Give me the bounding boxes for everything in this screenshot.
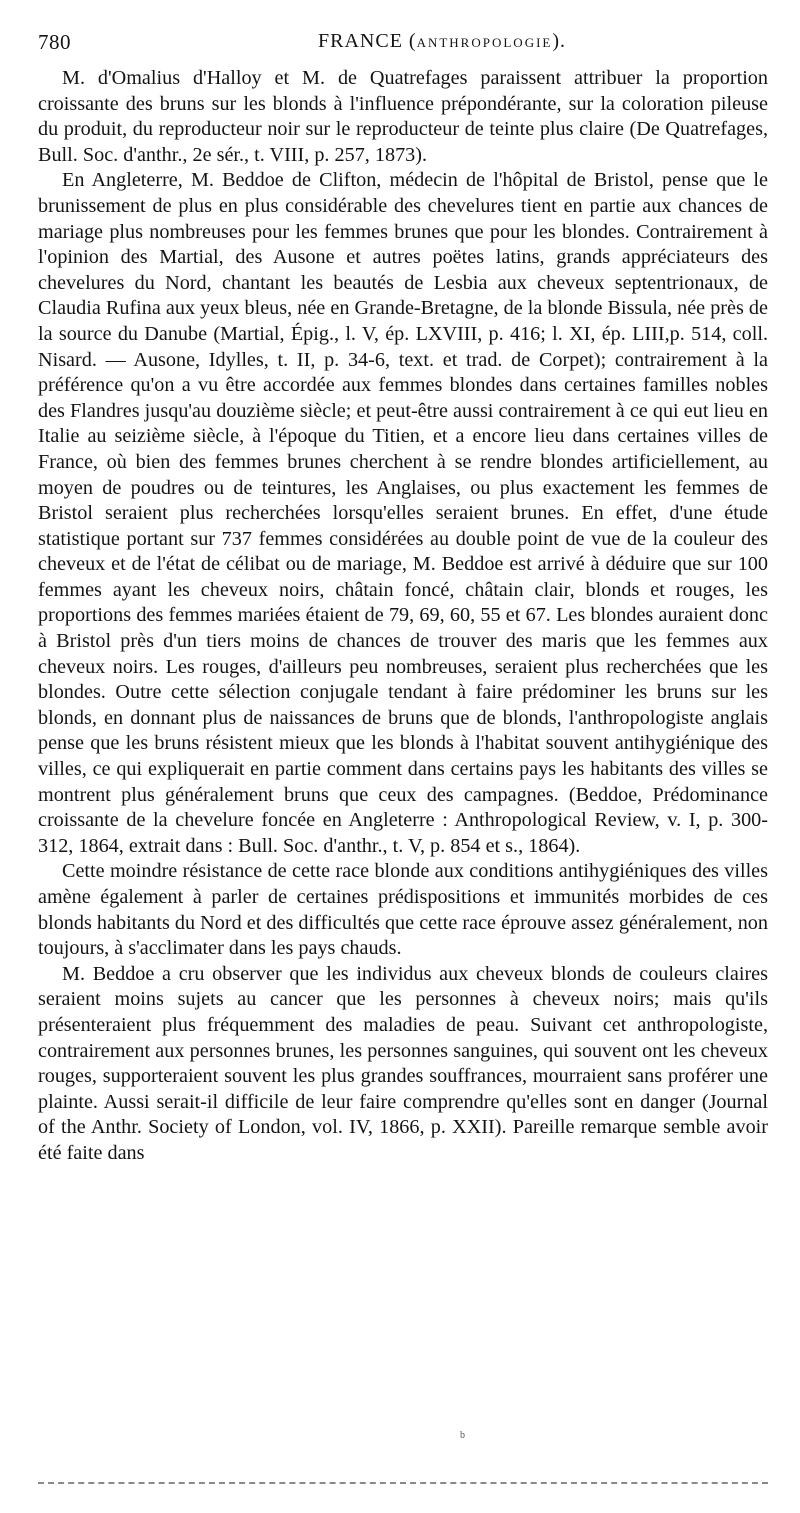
paragraph-4: M. Beddoe a cru observer que les individus aux cheveux blonds de couleurs claires seraient moins sujets au cancer que les personnes à cheveux noirs; mais qu'ils présenteraient plus fréquemment des maladies de peau. Suivant cet anthropologiste, contrairement aux personnes brunes, les personnes sanguines, qui souvent ont les cheveux rouges, supporteraient souvent les plus grandes souffrances, mourraient sans proférer une plainte. Aussi serait-il difficile de leur faire comprendre qu'elles sont en danger (Journal of the Anthr. Society of London, vol. IV, 1866, p. XXII). Pareille remarque semble avoir été faite dans — [38, 962, 768, 1164]
paragraph-1: M. d'Omalius d'Halloy et M. de Quatrefages paraissent attribuer la proportion croissante des bruns sur les blonds à l'influence prépondérante, sur la coloration pileuse du produit, du reproducteur noir sur le reproducteur de teinte plus claire (De Quatrefages, Bull. Soc. d'anthr., 2e sér., t. VIII, p. 257, 1873). — [38, 67, 768, 166]
footer-mark: b — [460, 1430, 465, 1441]
running-title — [318, 30, 566, 53]
running-title-main: FRANCE ( — [318, 30, 417, 52]
paragraph-3: Cette moindre résistance de cette race blonde aux conditions antihygiéniques des villes amène également à parler de certaines prédispositions et immunités morbides de ces blonds habitants du Nord et des difficultés que cette race éprouve assez généralement, non toujours, à s'acclimater dans les pays chauds. — [38, 860, 768, 960]
page-number: 780 — [38, 30, 71, 54]
footer-rule — [38, 1482, 768, 1484]
document-page — [38, 28, 768, 1167]
paragraph-2: En Angleterre, M. Beddoe de Clifton, médecin de l'hôpital de Bristol, pense que le brunissement de plus en plus considérable des chevelures tient en partie aux chances de mariage plus nombreuses pour les femmes brunes que pour les blondes. Contrairement à l'opinion des Martial, des Ausone et autres poëtes latins, grands appréciateurs des chevelures du Nord, chantant les beautés de Lesbia aux cheveux septentrionaux, de Claudia Rufina aux yeux bleus, née en Grande-Bretagne, de la blonde Bissula, née près de la source du Danube (Martial, Épig., l. V, ép. LXVIII, p. 416; l. XI, ép. LIII,p. 514, coll. Nisard. — Ausone, Idylles, t. II, p. 34-6, text. et trad. de Corpet); contrairement à la préférence qu'on a vu être accordée aux femmes blondes dans certaines familles nobles des Flandres jusqu'au douzième siècle; et peut-être aussi contrairement à ce qui eut lieu en Italie au seizième siècle, à l'époque du Titien, et a encore lieu dans certaines villes de France, où bien des femmes brunes cherchent à se rendre blondes artificiellement, au moyen de poudres ou de teintures, les Anglaises, ou plus exactement les femmes de Bristol seraient plus recherchées lorsqu'elles seraient brunes. En effet, d'une étude statistique portant sur 737 femmes considérées au double point de vue de la couleur des cheveux et de l'état de célibat ou de mariage, M. Beddoe est arrivé à déduire que sur 100 femmes ayant les cheveux noirs, châtain foncé, châtain clair, blonds et rouges, les proportions des femmes mariées étaient de 79, 69, 60, 55 et 67. Les blondes auraient donc à Bristol près d'un tiers moins de chances de trouver des maris que les femmes aux cheveux noirs. Les rouges, d'ailleurs peu nombreuses, seraient plus recherchées que les blondes. Outre cette sélection conjugale tendant à faire prédominer les bruns sur les blonds, en donnant plus de naissances de bruns que de blonds, l'anthropologiste anglais pense que les bruns résistent mieux que les blonds à l'habitat souvent antihygiénique des villes, ce qui expliquerait en partie comment dans certains pays les habitants des villes se montrent plus généralement bruns que ceux des campagnes. (Beddoe, Prédominance croissante de la chevelure foncée en Angleterre : Anthropological Review, v. I, p. 300-312, 1864, extrait dans : Bull. Soc. d'anthr., t. V, p. 854 et s., 1864). — [38, 169, 768, 857]
page-header — [38, 28, 768, 66]
running-title-close: ). — [552, 30, 567, 52]
running-title-subtitle: ANTHROPOLOGIE — [416, 35, 553, 50]
